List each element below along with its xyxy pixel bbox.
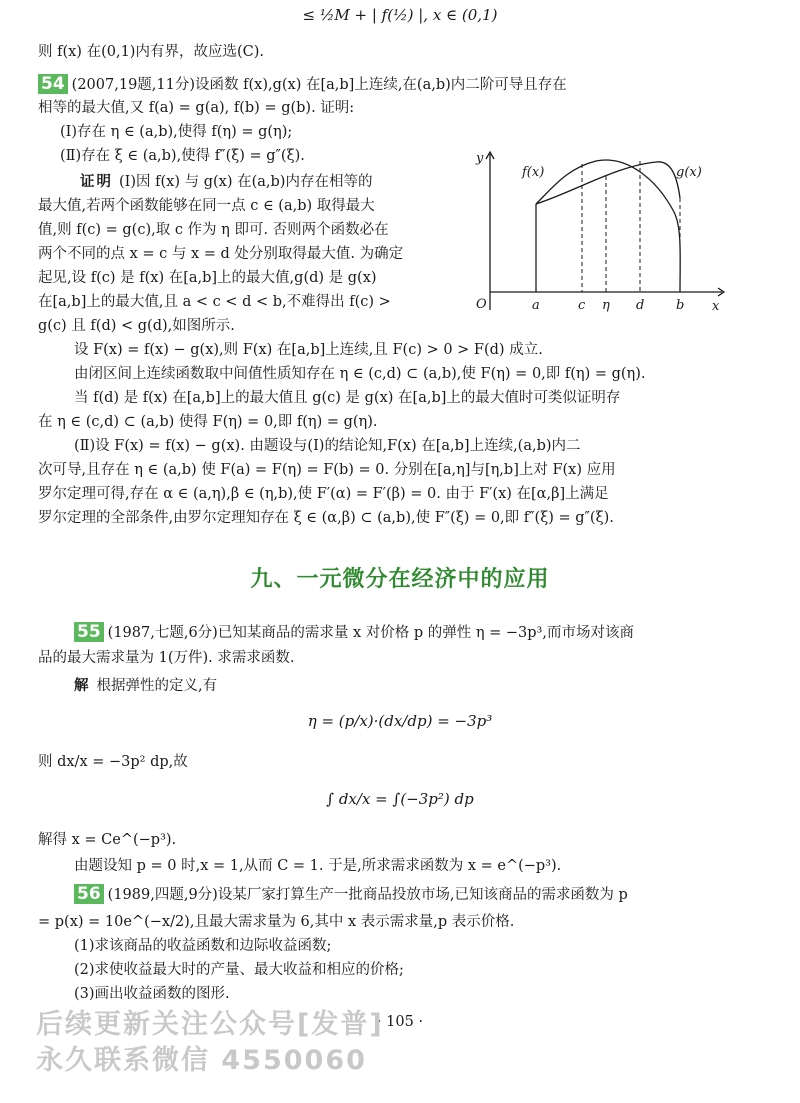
proof-line-6: 在[a,b]上的最大值,且 a < c < d < b,不难得出 f(c) > xyxy=(38,294,391,310)
problem-54-part-2: (Ⅱ)存在 ξ ∈ (a,b),使得 f″(ξ) = g″(ξ). xyxy=(60,148,305,164)
problem-56-part-1: (1)求该商品的收益函数和边际收益函数; xyxy=(74,938,332,954)
proof-full-line-3: 当 f(d) 是 f(x) 在[a,b]上的最大值且 g(c) 是 g(x) 在[a,b]上的最大值时可类似证明存 xyxy=(74,390,621,406)
section-title: 九、一元微分在经济中的应用 xyxy=(250,566,550,592)
problem-number-badge: 56 xyxy=(74,884,104,904)
proof-line-5: 起见,设 f(c) 是 f(x) 在[a,b]上的最大值,g(d) 是 g(x) xyxy=(38,270,377,286)
solution-intro: 解 根据弹性的定义,有 xyxy=(74,677,218,694)
proof-full-line-6: 次可导,且存在 η ∈ (a,b) 使 F(a) = F(η) = F(b) = 0. 分别在[a,η]与[η,b]上对 F(x) 应用 xyxy=(38,462,616,478)
proof-line-2: 最大值,若两个函数能够在同一点 c ∈ (a,b) 取得最大 xyxy=(38,198,375,214)
integral-equation: ∫ dx/x = ∫(−3p²) dp xyxy=(326,790,474,808)
proof-full-line-7: 罗尔定理可得,存在 α ∈ (a,η),β ∈ (η,b),使 F′(α) = F′(β) = 0. 由于 F′(x) 在[α,β]上满足 xyxy=(38,486,609,502)
problem-55-line-1: 55 (1987,七题,6分)已知某商品的需求量 x 对价格 p 的弹性 η = −3p³,而市场对该商 xyxy=(74,622,634,643)
elasticity-equation: η = (p/x)·(dx/dp) = −3p³ xyxy=(307,712,493,730)
proof-full-line-1: 设 F(x) = f(x) − g(x),则 F(x) 在[a,b]上连续,且 F(c) > 0 > F(d) 成立. xyxy=(74,342,543,358)
proof-line-4: 两个不同的点 x = c 与 x = d 处分别取得最大值. 为确定 xyxy=(38,246,404,262)
conclusion-line: 则 f(x) 在(0,1)内有界，故应选(C). xyxy=(38,44,264,60)
problem-number-badge: 54 xyxy=(38,74,68,94)
top-formula: ≤ ½M + | f(½) |, x ∈ (0,1) xyxy=(302,6,498,24)
g-curve-label: g(x) xyxy=(676,165,702,180)
solution-label: 解 xyxy=(74,677,91,694)
tick-label-c: c xyxy=(578,298,586,313)
y-axis-label: y xyxy=(476,151,484,166)
proof-line-1: 证明 (Ⅰ)因 f(x) 与 g(x) 在(a,b)内存在相等的 xyxy=(80,173,373,190)
particular-solution-line: 由题设知 p = 0 时,x = 1,从而 C = 1. 于是,所求需求函数为 x = e^(−p³). xyxy=(74,858,562,874)
proof-label: 证明 xyxy=(80,173,113,190)
problem-54-line-2: 相等的最大值,又 f(a) = g(a), f(b) = g(b). 证明: xyxy=(38,100,355,116)
f-curve-label: f(x) xyxy=(522,165,545,180)
problem-number-badge: 55 xyxy=(74,622,104,642)
proof-line-7: g(c) 且 f(d) < g(d),如图所示. xyxy=(38,318,235,334)
tick-label-a: a xyxy=(532,298,540,313)
problem-56-part-3: (3)画出收益函数的图形. xyxy=(74,986,230,1002)
origin-label: O xyxy=(476,297,487,312)
general-solution-line: 解得 x = Ce^(−p³). xyxy=(38,832,177,848)
proof-full-line-8: 罗尔定理的全部条件,由罗尔定理知存在 ξ ∈ (α,β) ⊂ (a,b),使 F″(ξ) = 0,即 f″(ξ) = g″(ξ). xyxy=(38,510,614,526)
problem-55-line-2: 品的最大需求量为 1(万件). 求需求函数. xyxy=(38,650,295,666)
problem-56-line-1: 56 (1989,四题,9分)设某厂家打算生产一批商品投放市场,已知该商品的需求函数为 p xyxy=(74,884,628,905)
problem-56-line-2: = p(x) = 10e^(−x/2),且最大需求量为 6,其中 x 表示需求量,p 表示价格. xyxy=(38,914,515,930)
proof-full-line-5: (Ⅱ)设 F(x) = f(x) − g(x). 由题设与(Ⅰ)的结论知,F(x) 在[a,b]上连续,(a,b)内二 xyxy=(74,438,581,454)
proof-full-line-4: 在 η ∈ (c,d) ⊂ (a,b) 使得 F(η) = 0,即 f(η) = g(η). xyxy=(38,414,378,430)
proof-line-3: 值,则 f(c) = g(c),取 c 作为 η 即可. 否则两个函数必在 xyxy=(38,222,389,238)
watermark-line-2: 永久联系微信 4550060 xyxy=(36,1045,367,1076)
tick-label-b: b xyxy=(676,298,685,313)
tick-label-eta: η xyxy=(602,298,610,313)
tick-label-d: d xyxy=(636,298,645,313)
function-graph-figure xyxy=(466,146,728,318)
problem-54-line-1: 54 (2007,19题,11分)设函数 f(x),g(x) 在[a,b]上连续,在(a,b)内二阶可导且存在 xyxy=(38,74,567,95)
x-axis-label: x xyxy=(712,299,720,314)
proof-full-line-2: 由闭区间上连续函数取中间值性质知存在 η ∈ (c,d) ⊂ (a,b),使 F(η) = 0,即 f(η) = g(η). xyxy=(74,366,646,382)
problem-56-part-2: (2)求使收益最大时的产量、最大收益和相应的价格; xyxy=(74,962,404,978)
page-number: · 105 · xyxy=(376,1014,424,1030)
f-curve xyxy=(536,160,680,292)
separation-line: 则 dx/x = −3p² dp,故 xyxy=(38,754,188,770)
watermark-line-1: 后续更新关注公众号[发普] xyxy=(36,1009,384,1040)
problem-54-part-1: (Ⅰ)存在 η ∈ (a,b),使得 f(η) = g(η); xyxy=(60,124,293,140)
